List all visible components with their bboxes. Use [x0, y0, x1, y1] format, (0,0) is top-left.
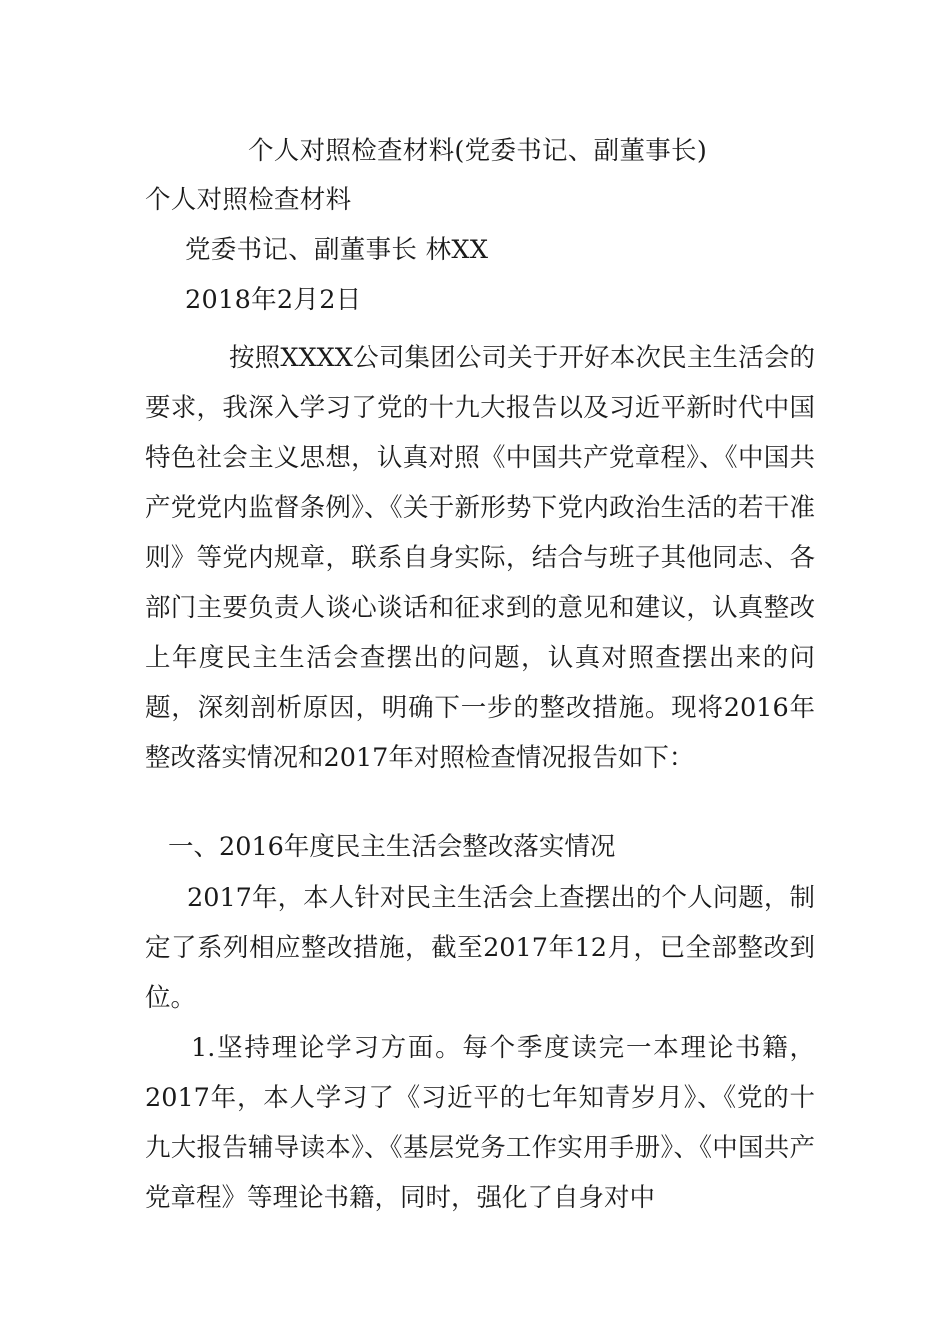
- document-subtitle: 个人对照检查材料: [145, 185, 352, 215]
- section-heading: 一、2016年度民主生活会整改落实情况: [168, 832, 616, 862]
- body-paragraph: 2017年，本人针对民主生活会上查摆出的个人问题，制定了系列相应整改措施，截至2017年12月，已全部整改到位。: [145, 883, 815, 1013]
- author-line: 党委书记、副董事长 林XX: [185, 235, 489, 265]
- date-line: 2018年2月2日: [185, 285, 362, 315]
- body-paragraph: 1.坚持理论学习方面。每个季度读完一本理论书籍，2017年，本人学习了《习近平的七年知青岁月》、《党的十九大报告辅导读本》、《基层党务工作实用手册》、《中国共产党章程》等理论书籍，同时，强化了自身对中: [145, 1033, 815, 1213]
- document-title: 个人对照检查材料(党委书记、副董事长): [248, 136, 708, 166]
- intro-paragraph: 按照XXXX公司集团公司关于开好本次民主生活会的要求，我深入学习了党的十九大报告以及习近平新时代中国特色社会主义思想，认真对照《中国共产党章程》、《中国共产党党内监督条例》、《关于新形势下党内政治生活的若干准则》等党内规章，联系自身实际，结合与班子其他同志、各部门主要负责人谈心谈话和征求到的意见和建议，认真整改上年度民主生活会查摆出的问题，认真对照查摆出来的问题，深刻剖析原因，明确下一步的整改措施。现将2016年整改落实情况和2017年对照检查情况报告如下：: [145, 343, 815, 773]
